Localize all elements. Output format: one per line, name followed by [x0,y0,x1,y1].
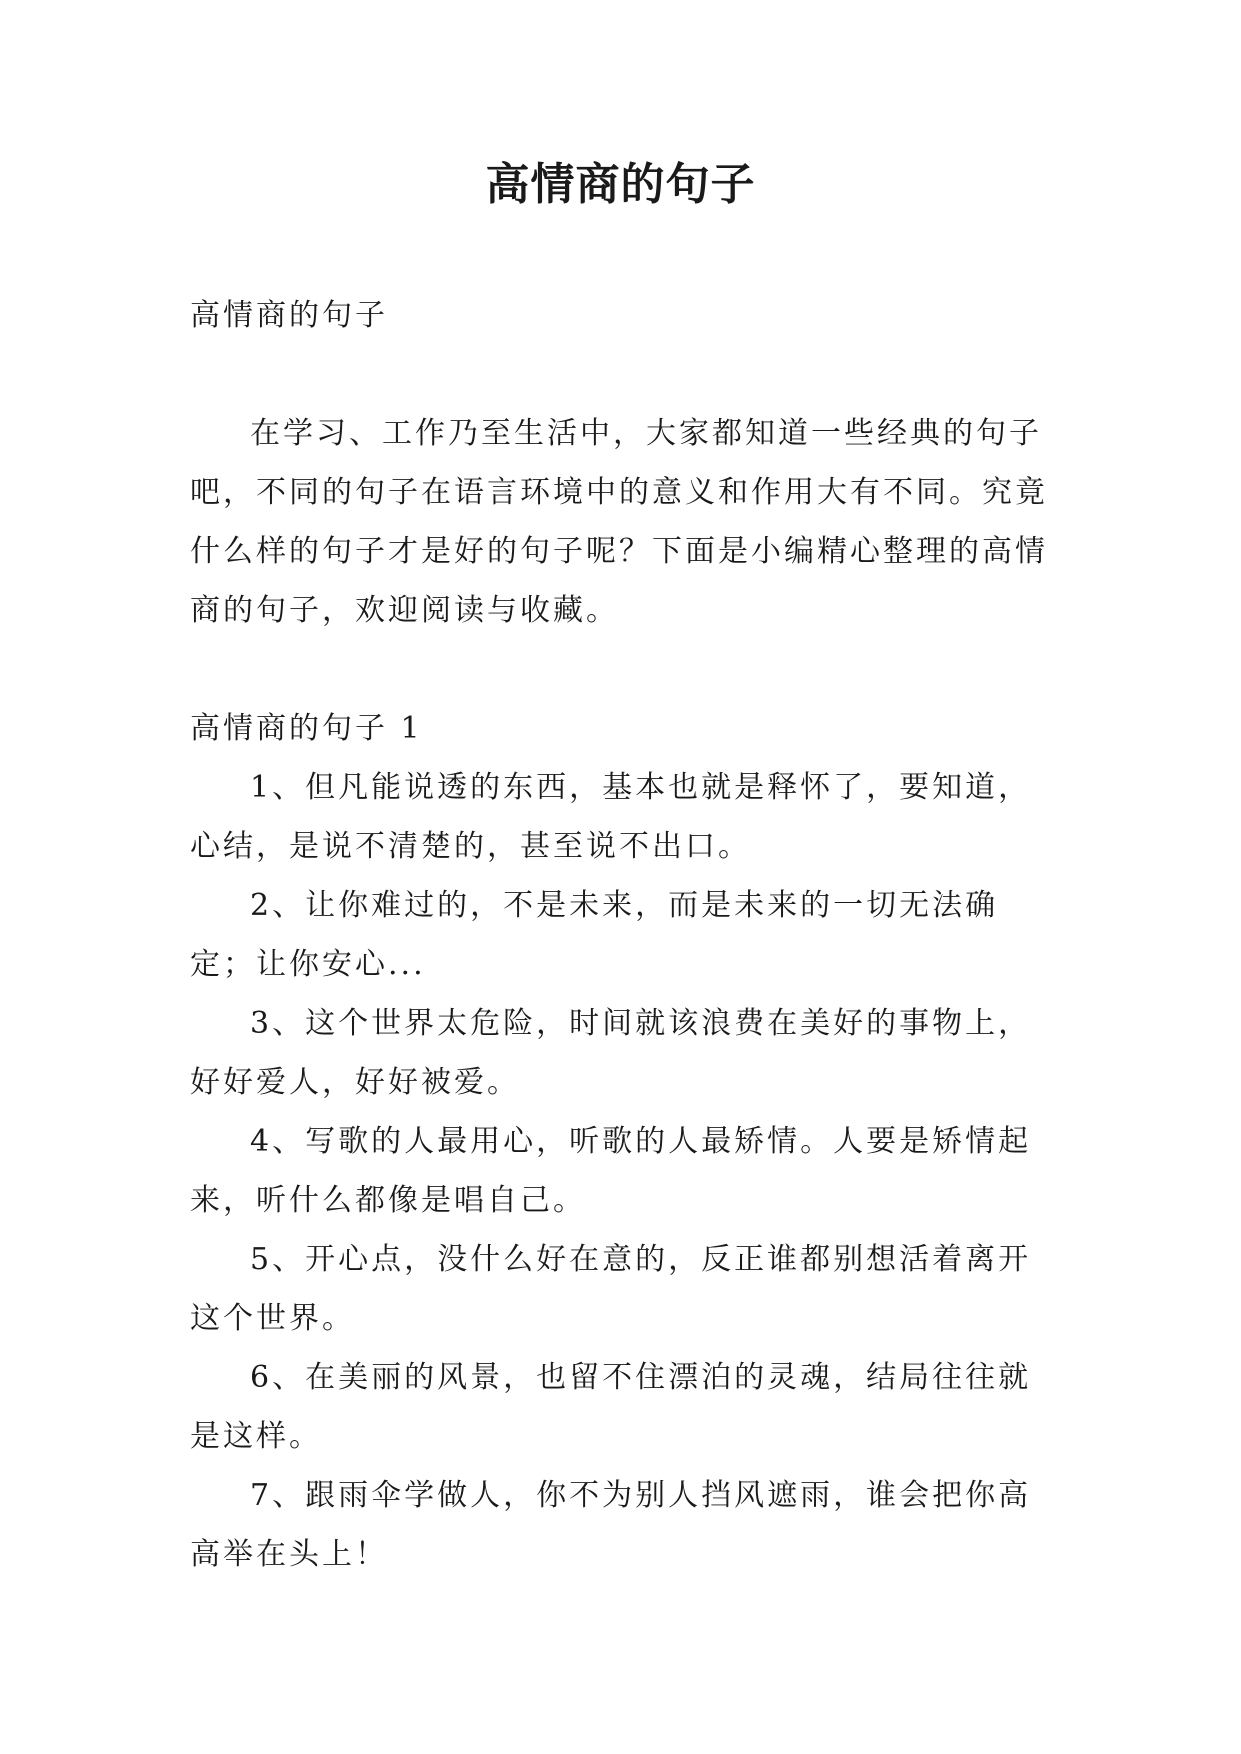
list-item: 1、但凡能说透的东西，基本也就是释怀了，要知道，心结，是说不清楚的，甚至说不出口。 [190,770,1032,864]
list-item: 2、让你难过的，不是未来，而是未来的一切无法确定；让你安心... [190,888,999,982]
list-item: 5、开心点，没什么好在意的，反正谁都别想活着离开这个世界。 [190,1242,1032,1336]
list-item: 3、这个世界太危险，时间就该浪费在美好的事物上，好好爱人，好好被爱。 [190,1006,1032,1100]
document-title: 高情商的句子 [485,159,756,210]
list-item: 4、写歌的人最用心，听歌的人最矫情。人要是矫情起来，听什么都像是唱自己。 [190,1124,1032,1218]
list-item: 6、在美丽的风景，也留不住漂泊的灵魂，结局往往就是这样。 [190,1360,1032,1454]
intro-paragraph: 在学习、工作乃至生活中，大家都知道一些经典的句子吧，不同的句子在语言环境中的意义和作用大有不同。究竟什么样的句子才是好的句子呢？下面是小编精心整理的高情商的句子，欢迎阅读与收藏。 [190,416,1048,628]
list-item: 7、跟雨伞学做人，你不为别人挡风遮雨，谁会把你高高举在头上！ [190,1478,1032,1572]
document-subtitle: 高情商的句子 [190,298,388,333]
section-heading: 高情商的句子 1 [190,711,423,746]
document-body [190,286,1060,1584]
